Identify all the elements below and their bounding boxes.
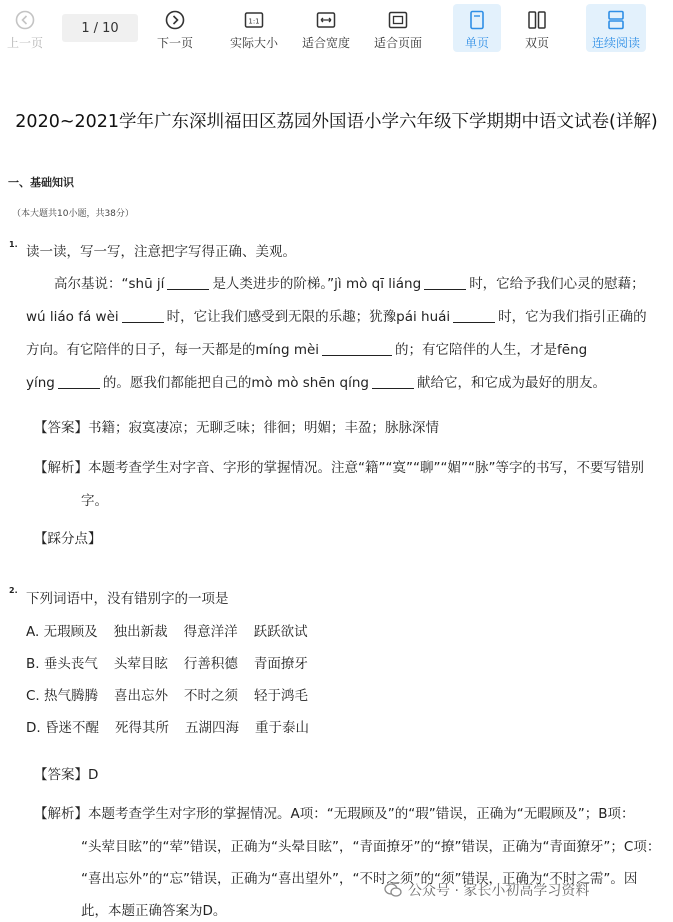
question-2-number: 2. — [9, 586, 18, 595]
double-page-label: 双页 — [524, 36, 549, 50]
single-page-label: 单页 — [464, 36, 489, 50]
double-page-button[interactable] — [514, 4, 560, 52]
question-2-analysis-line-1: 【解析】本题考查学生对字形的掌握情况。A项：“无瑕顾及”的“瑕”错误，正确为“无暇顾及”；B项： — [34, 806, 635, 822]
question-2-analysis-line-3: “喜出忘外”的“忘”错误，正确为“喜出望外”，“不时之须”的“须”错误，正确为“不时之需”。因 — [81, 871, 638, 887]
chevron-right-circle-icon — [164, 9, 186, 31]
double-page-icon — [526, 9, 548, 31]
continuous-reading-icon — [605, 9, 627, 31]
question-1-passage-line-4: yíng 的。愿我们都能把自己的mò mò shēn qíng 献给它，和它成为最好的朋友。 — [26, 375, 606, 391]
question-1-passage-line-3: 方向。有它陪伴的日子，每一天都是的míng mèi 的；有它陪伴的人生，才是fēng — [26, 342, 588, 358]
question-1-analysis-line-2: 字。 — [81, 493, 108, 509]
single-page-button[interactable] — [453, 4, 501, 52]
question-2-answer: 【答案】D — [34, 767, 99, 783]
question-1-scoring-points: 【踩分点】 — [34, 531, 102, 547]
question-1-passage-line-1: 高尔基说：“shū jí 是人类进步的阶梯。”jì mò qī liáng 时，它给予我们心灵的慰藉； — [54, 276, 645, 292]
section-note: （本大题共10小题，共38分） — [12, 209, 134, 219]
page-indicator[interactable] — [62, 14, 138, 42]
question-2-analysis-line-4: 此，本题正确答案为D。 — [81, 903, 227, 919]
actual-size-button[interactable] — [226, 4, 282, 52]
fit-page-label: 适合页面 — [373, 36, 422, 50]
reader-toolbar — [0, 0, 673, 58]
prev-page-label: 上一页 — [6, 36, 43, 50]
single-page-icon — [466, 9, 488, 31]
prev-page-button[interactable] — [4, 4, 46, 52]
chevron-left-circle-icon — [14, 9, 36, 31]
question-2-option-d: D. 昏迷不醒 死得其所 五湖四海 重于泰山 — [26, 720, 309, 736]
fit-width-button[interactable] — [298, 4, 354, 52]
svg-text:1:1: 1:1 — [248, 17, 260, 26]
document-title: 2020~2021学年广东深圳福田区荔园外国语小学六年级下学期期中语文试卷(详解) — [15, 112, 658, 132]
continuous-reading-button[interactable] — [586, 4, 646, 52]
question-2-option-a: A. 无瑕顾及 独出新裁 得意洋洋 跃跃欲试 — [26, 624, 308, 640]
total-pages: 10 — [102, 20, 119, 36]
question-2-analysis-line-2: “头荤目眩”的“荤”错误，正确为“头晕目眩”，“青面撩牙”的“撩”错误，正确为“青面獠牙”；C项： — [81, 839, 661, 855]
fit-width-label: 适合宽度 — [301, 36, 350, 50]
watermark — [384, 880, 589, 900]
question-1-analysis-line-1: 【解析】本题考查学生对字音、字形的掌握情况。注意“籍”“寞”“聊”“媚”“脉”等字的书写，不要写错别 — [34, 460, 644, 476]
watermark-text: 公众号 · 家长小初高学习资料 — [408, 883, 590, 899]
question-1-stem: 读一读，写一写，注意把字写得正确、美观。 — [26, 244, 296, 260]
question-2-option-c: C. 热气腾腾 喜出忘外 不时之须 轻于鸿毛 — [26, 688, 309, 704]
next-page-label: 下一页 — [156, 36, 193, 50]
continuous-reading-label: 连续阅读 — [591, 36, 640, 50]
question-2-stem: 下列词语中，没有错别字的一项是 — [26, 591, 229, 607]
current-page-input[interactable]: 1 — [81, 20, 90, 36]
actual-size-label: 实际大小 — [229, 36, 278, 50]
actual-size-icon — [243, 9, 265, 31]
section-heading: 一、基础知识 — [8, 176, 74, 189]
question-1-number: 1. — [9, 240, 18, 249]
fit-page-icon — [387, 9, 409, 31]
page-separator: / — [93, 20, 99, 36]
question-1-answer: 【答案】书籍；寂寞凄凉；无聊乏味；徘徊；明媚；丰盈；脉脉深情 — [34, 420, 439, 436]
next-page-button[interactable] — [152, 4, 198, 52]
wechat-icon — [384, 881, 402, 899]
fit-width-icon — [315, 9, 337, 31]
question-2-option-b: B. 垂头丧气 头荤目眩 行善积德 青面撩牙 — [26, 656, 308, 672]
fit-page-button[interactable] — [370, 4, 426, 52]
question-1-passage-line-2: wú liáo fá wèi 时，它让我们感受到无限的乐趣；犹豫pái huái 时，它为我们指引正确的 — [26, 309, 647, 325]
